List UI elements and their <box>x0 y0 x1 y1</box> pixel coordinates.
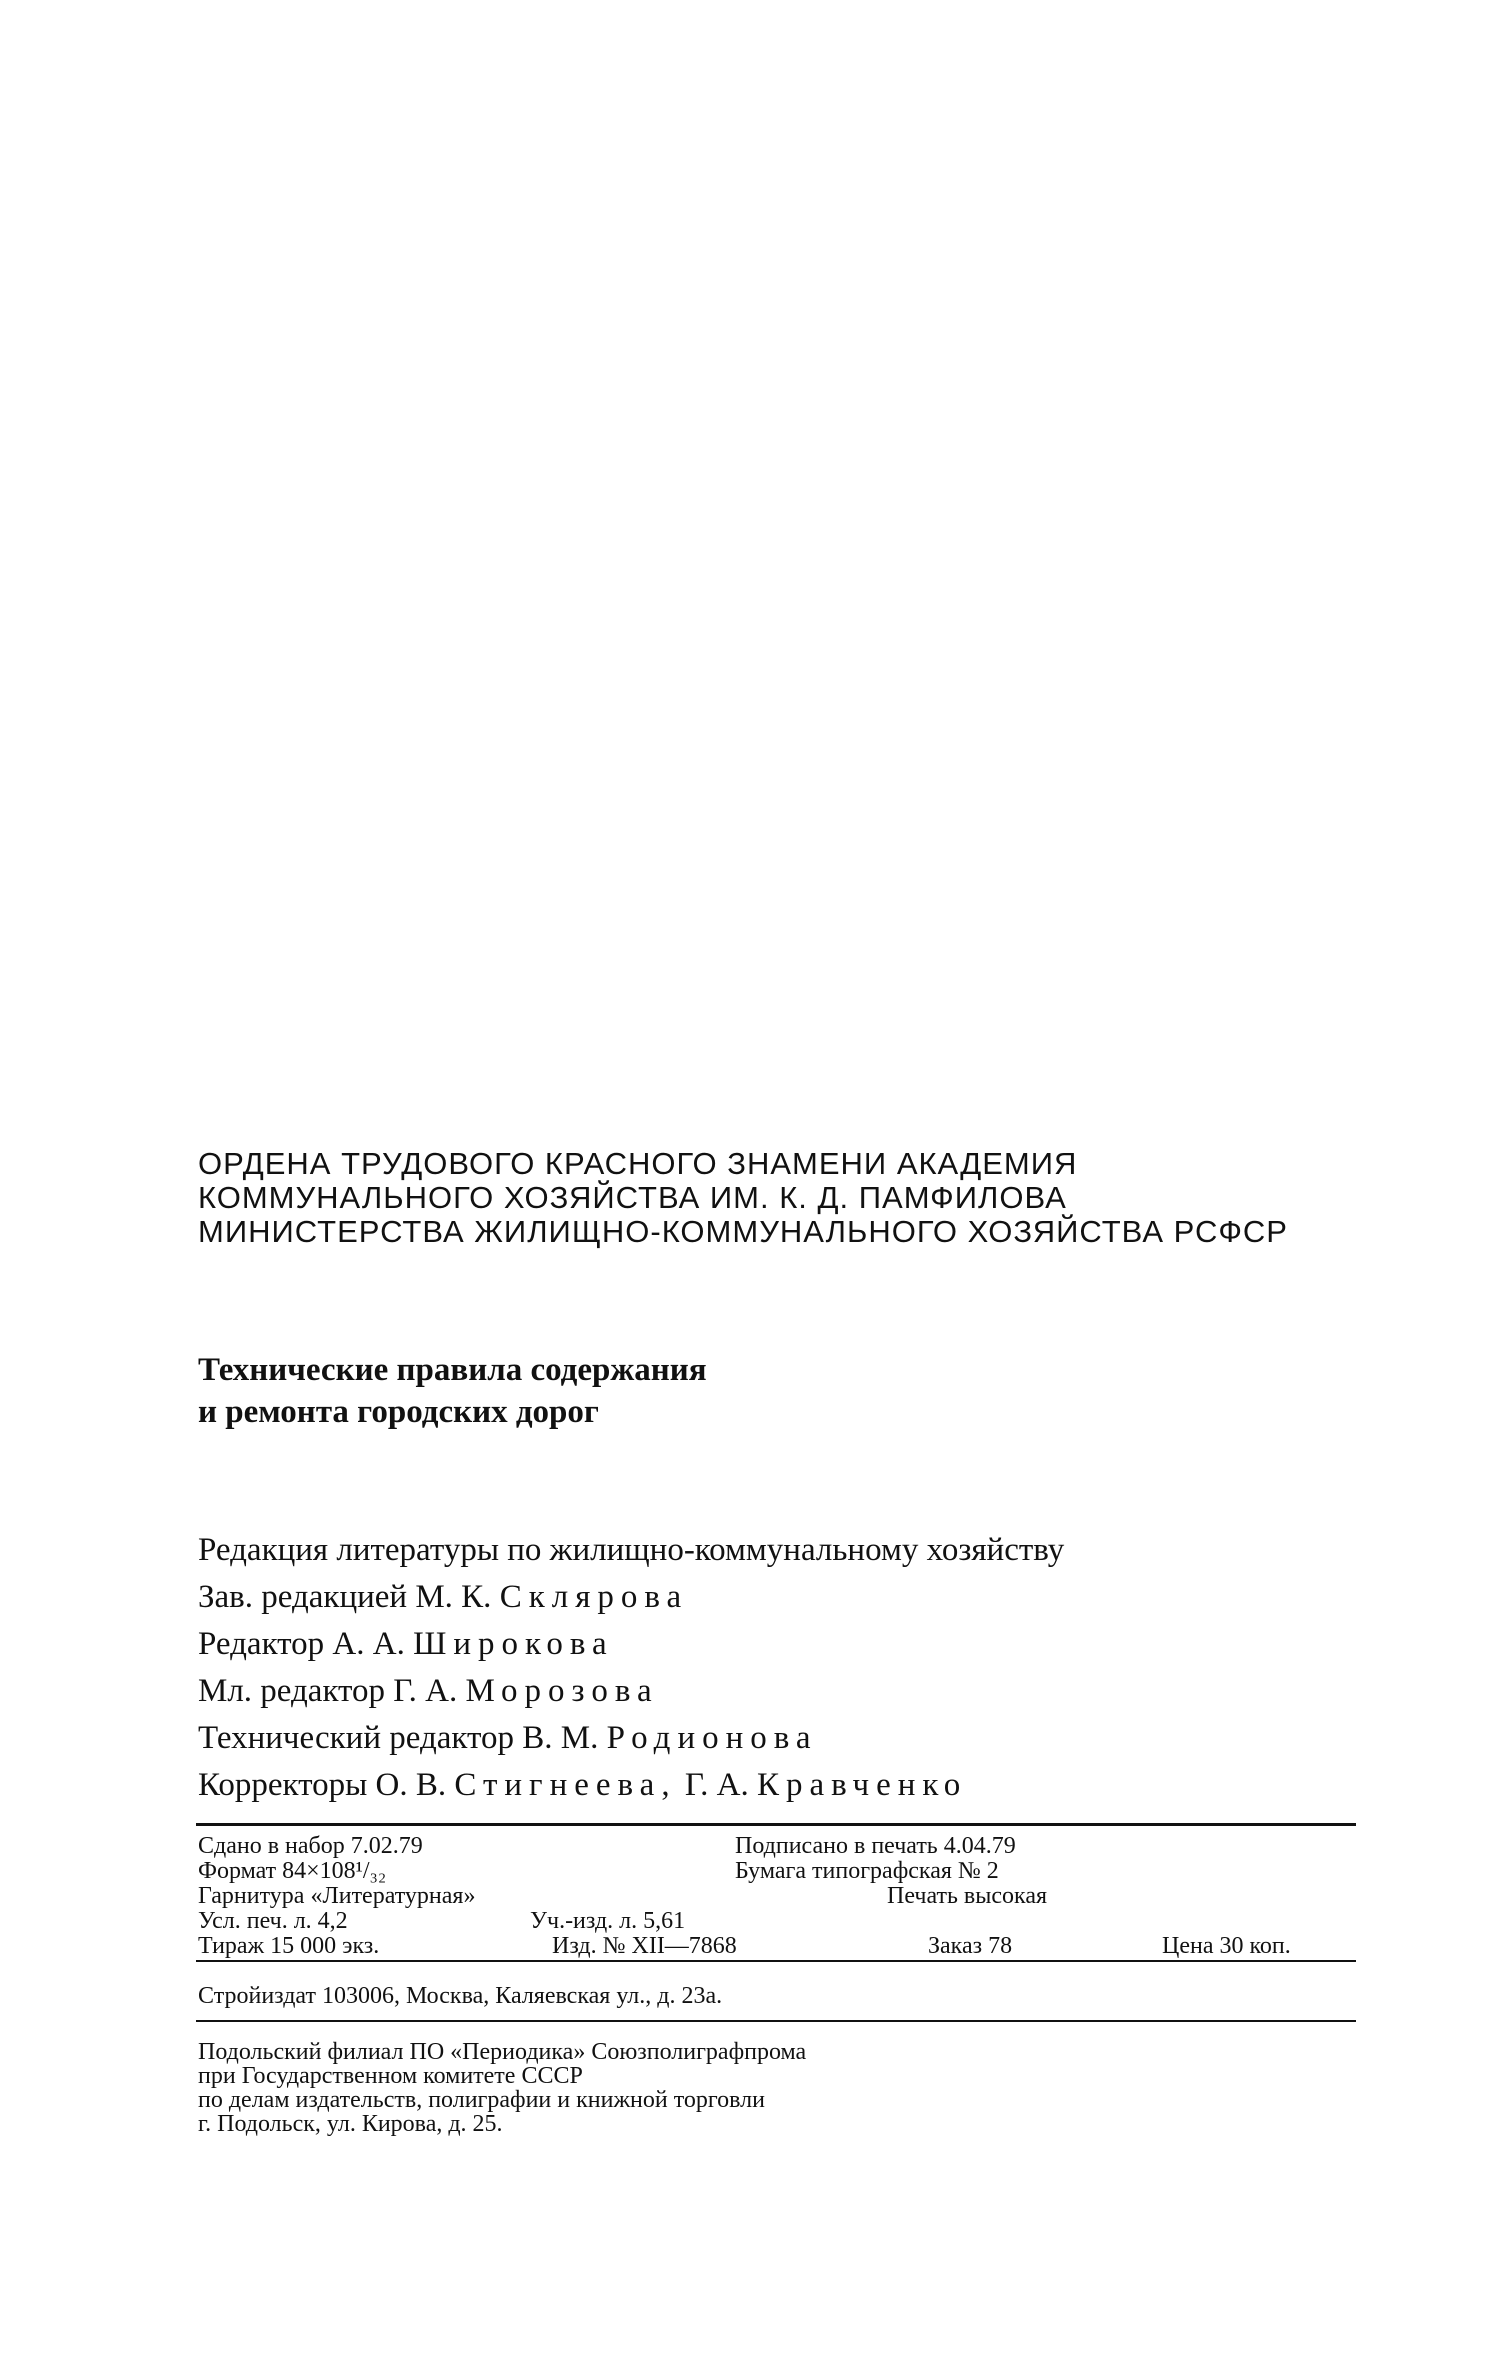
editor-role: Редактор А. А. <box>198 1626 405 1662</box>
format: Формат 84×108¹/₃₂ <box>198 1858 387 1884</box>
academy-line-1: ОРДЕНА ТРУДОВОГО КРАСНОГО ЗНАМЕНИ АКАДЕМИЯ <box>198 1146 1078 1181</box>
signed-date: Подписано в печать 4.04.79 <box>735 1833 1016 1859</box>
technical-editor <box>198 1715 818 1761</box>
editor <box>198 1621 614 1667</box>
imprint-bottom-rule <box>196 2020 1356 2022</box>
imprint-mid-rule <box>196 1960 1356 1962</box>
book-title-line-1: Технические правила содержания <box>198 1352 707 1388</box>
typeface: Гарнитура «Литературная» <box>198 1883 476 1909</box>
paper: Бумага типографская № 2 <box>735 1858 999 1884</box>
tech-role: Технический редактор В. М. <box>198 1720 599 1756</box>
printer-line-4: г. Подольск, ул. Кирова, д. 25. <box>198 2111 503 2137</box>
submitted-date: Сдано в набор 7.02.79 <box>198 1833 423 1859</box>
imprint-top-rule <box>196 1823 1356 1826</box>
proof-role: Корректоры О. В. <box>198 1767 447 1803</box>
junior-name: Морозова <box>465 1673 659 1709</box>
proof-initials: Г. А. <box>684 1767 749 1803</box>
head-role: Зав. редакцией М. К. <box>198 1579 492 1615</box>
printer-line-3: по делам издательств, полиграфии и книжной торговли <box>198 2087 765 2113</box>
academy-line-3: МИНИСТЕРСТВА ЖИЛИЩНО-КОММУНАЛЬНОГО ХОЗЯЙСТВА РСФСР <box>198 1214 1288 1249</box>
academy-line-2: КОММУНАЛЬНОГО ХОЗЯЙСТВА ИМ. К. Д. ПАМФИЛОВА <box>198 1180 1067 1215</box>
proofreaders <box>198 1762 967 1808</box>
edition-number: Изд. № XII—7868 <box>552 1933 737 1959</box>
publisher-sheets: Уч.-изд. л. 5,61 <box>530 1908 686 1934</box>
proof-name-2: Кравченко <box>757 1767 968 1803</box>
print-run: Тираж 15 000 экз. <box>198 1933 380 1959</box>
book-title-line-2: и ремонта городских дорог <box>198 1394 599 1430</box>
head-of-office <box>198 1574 688 1620</box>
print-sheets: Усл. печ. л. 4,2 <box>198 1908 348 1934</box>
editor-name: Широкова <box>413 1626 614 1662</box>
printer-line-2: при Государственном комитете СССР <box>198 2063 583 2089</box>
junior-editor <box>198 1668 659 1714</box>
tech-name: Родионова <box>606 1720 818 1756</box>
head-name: Склярова <box>499 1579 689 1615</box>
editorial-office: Редакция литературы по жилищно-коммунальному хозяйству <box>198 1532 1065 1568</box>
publisher-address: Стройиздат 103006, Москва, Каляевская ул., д. 23а. <box>198 1983 723 2009</box>
proof-name-1: Стигнеева, <box>454 1767 677 1803</box>
price: Цена 30 коп. <box>1162 1933 1291 1959</box>
junior-role: Мл. редактор Г. А. <box>198 1673 458 1709</box>
printer-line-1: Подольский филиал ПО «Периодика» Союзполиграфпрома <box>198 2039 807 2065</box>
order-number: Заказ 78 <box>928 1933 1013 1959</box>
printing-method: Печать высокая <box>887 1883 1048 1909</box>
